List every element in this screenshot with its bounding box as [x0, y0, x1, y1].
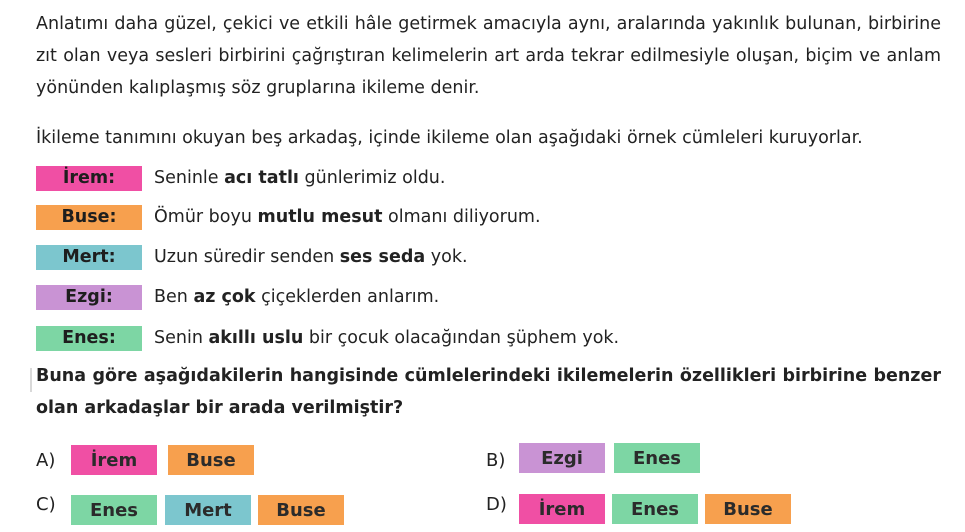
option-b-label[interactable]: B)	[486, 450, 506, 471]
ikileme-word: az çok	[193, 287, 256, 307]
sentence-text: bir çocuk olacağından şüphem yok.	[303, 328, 620, 348]
sentence-text: Ben	[154, 287, 194, 307]
example-row-ezgi	[36, 284, 439, 310]
sentence-text: çiçeklerden anlarım.	[255, 287, 440, 307]
sentence-text: Uzun süredir senden	[154, 247, 340, 267]
name-badge-irem: İrem:	[36, 166, 142, 191]
option-c-choice-buse[interactable]: Buse	[258, 495, 344, 525]
option-c-choice-mert[interactable]: Mert	[165, 495, 251, 525]
task-paragraph: İkileme tanımını okuyan beş arkadaş, içinde ikileme olan aşağıdaki örnek cümleleri kuruyorlar.	[36, 128, 863, 148]
ikileme-word: acı tatlı	[224, 168, 299, 188]
option-a-label[interactable]: A)	[36, 450, 56, 471]
example-row-buse	[36, 204, 541, 230]
ikileme-word: mutlu mesut	[257, 207, 383, 227]
ikileme-word: akıllı uslu	[208, 328, 304, 348]
example-row-irem	[36, 165, 445, 191]
option-d-choice-enes[interactable]: Enes	[612, 494, 698, 524]
sentence-text: olmanı diliyorum.	[382, 207, 541, 227]
option-b-choice-ezgi[interactable]: Ezgi	[519, 443, 605, 473]
example-sentence	[154, 328, 619, 348]
question-divider	[30, 368, 32, 392]
option-d-choice-buse[interactable]: Buse	[705, 494, 791, 524]
sentence-text: yok.	[425, 247, 468, 267]
sentence-text: Seninle	[154, 168, 225, 188]
sentence-text: Ömür boyu	[154, 207, 258, 227]
option-d-label[interactable]: D)	[486, 494, 507, 515]
name-badge-mert: Mert:	[36, 245, 142, 270]
example-sentence	[154, 207, 541, 227]
name-badge-ezgi: Ezgi:	[36, 285, 142, 310]
name-badge-enes: Enes:	[36, 326, 142, 351]
example-row-enes	[36, 325, 619, 351]
name-badge-buse: Buse:	[36, 205, 142, 230]
ikileme-word: ses seda	[339, 247, 426, 267]
option-a-choice-buse[interactable]: Buse	[168, 445, 254, 475]
intro-paragraph: Anlatımı daha güzel, çekici ve etkili hâle getirmek amacıyla aynı, aralarında yakınlık bulunan, birbirine zıt olan veya sesleri birbirini çağrıştıran kelimelerin art arda tekrar edilmesiyle oluşan, biçim ve anlam yönünden kalıplaşmış söz gruplarına ikileme denir.	[36, 14, 941, 98]
example-sentence	[154, 247, 468, 267]
example-sentence	[154, 287, 439, 307]
option-c-label[interactable]: C)	[36, 494, 56, 515]
option-b-choice-enes[interactable]: Enes	[614, 443, 700, 473]
option-a-choice-irem[interactable]: İrem	[71, 445, 157, 475]
option-d-choice-irem[interactable]: İrem	[519, 494, 605, 524]
example-sentence	[154, 168, 445, 188]
question-text: Buna göre aşağıdakilerin hangisinde cümlelerindeki ikilemelerin özellikleri birbirine benzer olan arkadaşlar bir arada verilmiştir?	[36, 366, 941, 418]
sentence-text: Senin	[154, 328, 209, 348]
sentence-text: günlerimiz oldu.	[298, 168, 446, 188]
example-row-mert	[36, 244, 468, 270]
option-c-choice-enes[interactable]: Enes	[71, 495, 157, 525]
